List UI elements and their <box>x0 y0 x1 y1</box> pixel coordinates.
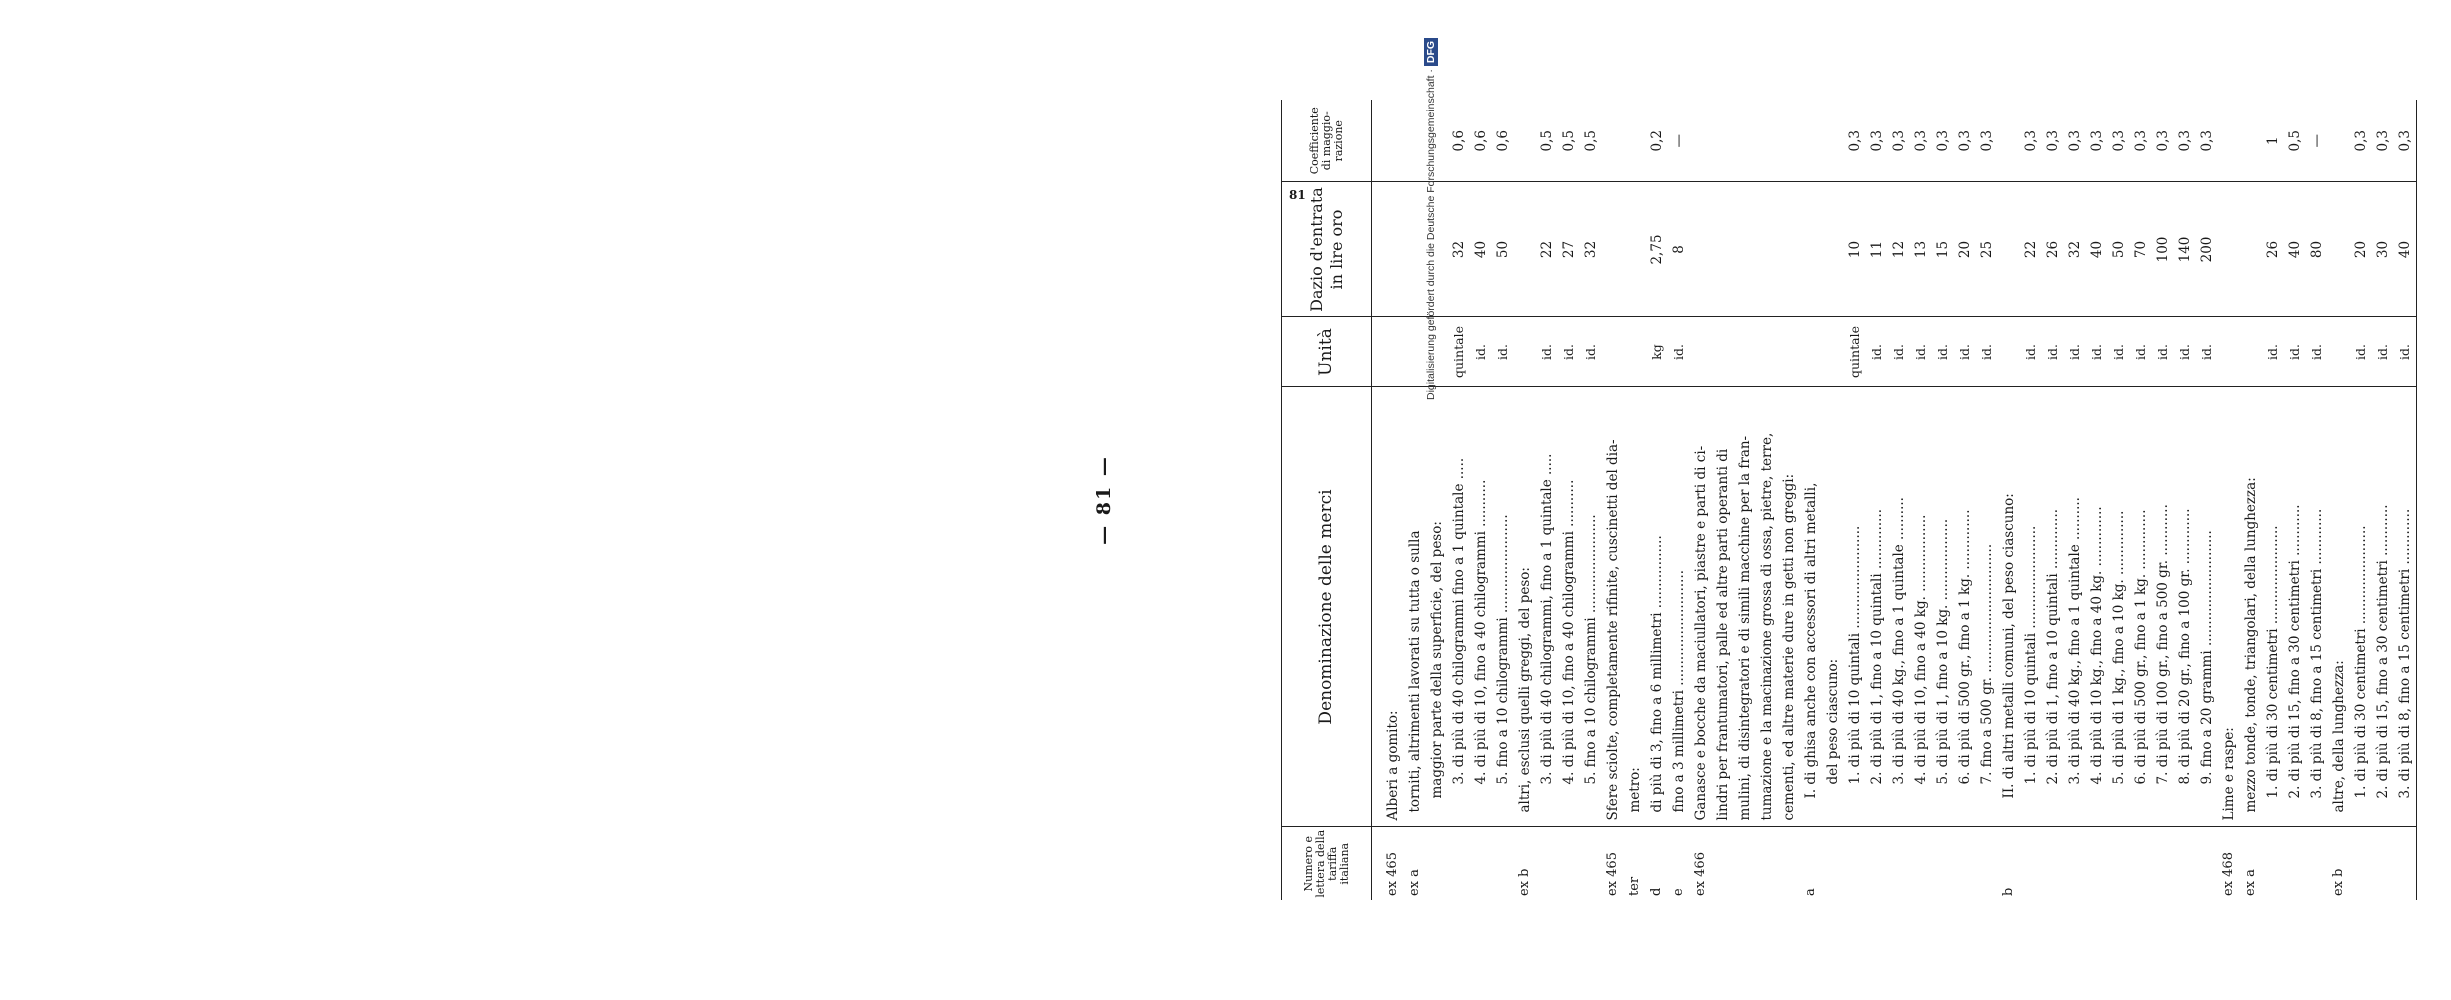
row-coefficient <box>1690 100 1712 182</box>
row-duty <box>2240 182 2262 317</box>
row-coefficient <box>1822 100 1844 182</box>
row-number <box>1756 827 1778 900</box>
table-row <box>1998 100 2020 900</box>
row-number <box>1734 827 1756 900</box>
row-duty <box>1998 182 2020 317</box>
row-number: ex 468 <box>2221 852 2236 896</box>
digitization-note <box>1398 16 1442 400</box>
row-unit: id. <box>2394 317 2417 387</box>
row-coefficient: 0,5 <box>1580 100 1602 182</box>
table-row <box>2306 100 2328 900</box>
row-description: 4. di più di 10, fino a 40 kg. .................. <box>1910 387 1932 827</box>
header-coefficiente: Coefficiente di maggio-razione <box>1282 100 1372 182</box>
table-row <box>2372 100 2394 900</box>
row-description: 3. di più di 8, fino a 15 centimetri ............. <box>2306 387 2328 827</box>
row-coefficient: 0,3 <box>1976 100 1998 182</box>
row-description: maggior parte della superficie, del peso: <box>1426 387 1448 827</box>
page-number: — 81 — <box>1093 455 1115 545</box>
table-row <box>2240 100 2262 900</box>
row-duty: 22 <box>2020 182 2042 317</box>
row-description: I. di ghisa anche con accessori di altri metalli, <box>1800 387 1822 827</box>
table-header-row <box>1282 100 1372 900</box>
row-duty: 20 <box>1954 182 1976 317</box>
row-number <box>1888 827 1910 900</box>
row-description: 3. di più di 40 kg., fino a 1 quintale .......... <box>1888 387 1910 827</box>
row-number <box>1536 827 1558 900</box>
table-row <box>1756 100 1778 900</box>
table-row <box>1558 100 1580 900</box>
row-number <box>2174 827 2196 900</box>
table-row <box>1954 100 1976 900</box>
row-unit: id. <box>2020 317 2042 387</box>
row-duty: 200 <box>2196 182 2218 317</box>
row-coefficient <box>1514 100 1536 182</box>
row-number: ex b <box>2331 868 2346 896</box>
row-unit: id. <box>1954 317 1976 387</box>
table-row <box>1602 100 1624 900</box>
row-number: a <box>1803 888 1818 896</box>
row-description: 8. di più di 20 gr., fino a 100 gr. ............. <box>2174 387 2196 827</box>
table-row <box>2284 100 2306 900</box>
row-unit <box>1372 317 1383 387</box>
row-duty: 32 <box>2064 182 2086 317</box>
row-duty <box>1734 182 1756 317</box>
table-row <box>1734 100 1756 900</box>
table-row <box>2394 100 2417 900</box>
row-number: b <box>2001 887 2016 896</box>
row-description: metro: <box>1624 387 1646 827</box>
row-duty: 10 <box>1844 182 1866 317</box>
row-description: cementi, ed altre materie dure in getti non greggi: <box>1778 387 1800 827</box>
row-number <box>2284 827 2306 900</box>
row-duty: 40 <box>2394 182 2417 317</box>
row-unit: id. <box>2086 317 2108 387</box>
row-number <box>1558 827 1580 900</box>
row-number <box>2262 827 2284 900</box>
table-row <box>1866 100 1888 900</box>
row-description: mezzo tonde, tonde, triangolari, della lunghezza: <box>2240 387 2262 827</box>
row-coefficient: 0,2 <box>1646 100 1668 182</box>
table-row <box>2174 100 2196 900</box>
row-unit: id. <box>2064 317 2086 387</box>
row-coefficient: 0,3 <box>2372 100 2394 182</box>
row-coefficient: 0,6 <box>1492 100 1514 182</box>
table-row <box>1492 100 1514 900</box>
table-row <box>1690 100 1712 900</box>
row-number: e <box>1671 888 1686 896</box>
row-description: 7. fino a 500 gr. .............................. <box>1976 387 1998 827</box>
row-unit: id. <box>2130 317 2152 387</box>
row-number <box>1712 827 1734 900</box>
row-description: 5. fino a 10 chilogrammi ....................... <box>1492 387 1514 827</box>
row-duty <box>1514 182 1536 317</box>
row-number <box>1372 827 1383 900</box>
table-row <box>1844 100 1866 900</box>
row-number <box>1492 827 1514 900</box>
row-unit <box>1778 317 1800 387</box>
rotated-page <box>1093 100 2451 900</box>
table-row <box>1822 100 1844 900</box>
row-unit: id. <box>1888 317 1910 387</box>
row-coefficient: 0,3 <box>2086 100 2108 182</box>
row-coefficient: 0,5 <box>1558 100 1580 182</box>
row-duty <box>2218 182 2240 317</box>
row-number <box>2042 827 2064 900</box>
row-number <box>2020 827 2042 900</box>
row-coefficient: 0,5 <box>1536 100 1558 182</box>
row-duty: 140 <box>2174 182 2196 317</box>
row-number <box>1954 827 1976 900</box>
row-number <box>1910 827 1932 900</box>
row-description: 3. di più di 40 chilogrammi fino a 1 quintale ..... <box>1448 387 1470 827</box>
row-coefficient: 0,3 <box>1910 100 1932 182</box>
row-description: fino a 3 millimetri ........................... <box>1668 387 1690 827</box>
row-description: mulini, di disintegratori e di simili macchine per la fran- <box>1734 387 1756 827</box>
row-description: Alberi a gomito: <box>1382 387 1404 827</box>
row-coefficient: 0,3 <box>1888 100 1910 182</box>
row-coefficient <box>2328 100 2350 182</box>
row-unit: id. <box>2152 317 2174 387</box>
row-coefficient: 0,3 <box>2152 100 2174 182</box>
row-unit: id. <box>2108 317 2130 387</box>
row-description: torniti, altrimenti lavorati su tutta o sulla <box>1404 387 1426 827</box>
row-description: 3. di più di 40 kg., fino a 1 quintale .......... <box>2064 387 2086 827</box>
table-row <box>2218 100 2240 900</box>
table-row <box>2086 100 2108 900</box>
row-duty: 25 <box>1976 182 1998 317</box>
row-description: II. di altri metalli comuni, del peso ciascuno: <box>1998 387 2020 827</box>
row-coefficient: 0,6 <box>1448 100 1470 182</box>
row-unit <box>1800 317 1822 387</box>
row-duty <box>1690 182 1712 317</box>
row-number <box>1470 827 1492 900</box>
row-duty: 15 <box>1932 182 1954 317</box>
row-description: 1. di più di 30 centimetri ....................... <box>2262 387 2284 827</box>
table-row <box>1910 100 1932 900</box>
row-duty <box>1822 182 1844 317</box>
header-dazio: Dazio d'entrata in lire oro <box>1282 182 1372 317</box>
table-row <box>2350 100 2372 900</box>
row-duty: 2,75 <box>1646 182 1668 317</box>
table-row <box>1932 100 1954 900</box>
row-duty: 26 <box>2262 182 2284 317</box>
row-description: 4. di più di 10, fino a 40 chilogrammi ........... <box>1558 387 1580 827</box>
row-number <box>2152 827 2174 900</box>
row-number: ex 466 <box>1693 852 1708 896</box>
row-duty: 32 <box>1448 182 1470 317</box>
row-coefficient: 1 <box>2262 100 2284 182</box>
row-number <box>1448 827 1470 900</box>
row-coefficient: 0,3 <box>2064 100 2086 182</box>
row-number: ex b <box>1517 868 1532 896</box>
row-unit: id. <box>2262 317 2284 387</box>
row-number: ex 465 <box>1385 852 1400 896</box>
row-number <box>2394 827 2417 900</box>
row-description: 4. di più di 10 kg., fino a 40 kg. .............. <box>2086 387 2108 827</box>
table-row <box>1514 100 1536 900</box>
row-number <box>1932 827 1954 900</box>
row-unit <box>2328 317 2350 387</box>
row-number <box>2196 827 2218 900</box>
row-coefficient: 0,3 <box>2174 100 2196 182</box>
table-body <box>1372 100 2417 900</box>
row-unit <box>1514 317 1536 387</box>
row-description: 5. fino a 10 chilogrammi ....................... <box>1580 387 1602 827</box>
row-number <box>1778 827 1800 900</box>
table-row <box>2020 100 2042 900</box>
row-coefficient: 0,5 <box>2284 100 2306 182</box>
row-description: 3. di più di 40 chilogrammi, fino a 1 quintale ..... <box>1536 387 1558 827</box>
row-description: 7. di più di 100 gr., fino a 500 gr. ............ <box>2152 387 2174 827</box>
row-description: 6. di più di 500 gr., fino a 1 kg. .............. <box>1954 387 1976 827</box>
row-duty: 11 <box>1866 182 1888 317</box>
row-number: ex a <box>2243 869 2258 896</box>
table-row <box>1624 100 1646 900</box>
row-number <box>2086 827 2108 900</box>
table-row <box>2328 100 2350 900</box>
row-number <box>1866 827 1888 900</box>
table-row <box>1800 100 1822 900</box>
row-unit: id. <box>1866 317 1888 387</box>
table-row <box>1536 100 1558 900</box>
row-duty: 50 <box>2108 182 2130 317</box>
table-row <box>2152 100 2174 900</box>
table-row <box>2130 100 2152 900</box>
row-number: ter <box>1627 876 1642 896</box>
row-duty: 70 <box>2130 182 2152 317</box>
row-coefficient: — <box>2306 100 2328 182</box>
table-row <box>1580 100 1602 900</box>
row-unit: kg <box>1646 317 1668 387</box>
row-description: Sfere sciolte, completamente rifinite, cuscinetti del dia- <box>1602 387 1624 827</box>
row-coefficient <box>1734 100 1756 182</box>
table-row <box>1372 100 1383 900</box>
row-number <box>1844 827 1866 900</box>
row-description: altre, della lunghezza: <box>2328 387 2350 827</box>
row-coefficient <box>1712 100 1734 182</box>
row-unit <box>1624 317 1646 387</box>
row-number <box>2306 827 2328 900</box>
row-description: 1. di più di 30 centimetri ....................... <box>2350 387 2372 827</box>
row-unit: id. <box>2174 317 2196 387</box>
table-row <box>1976 100 1998 900</box>
table-row <box>1470 100 1492 900</box>
row-unit: id. <box>2372 317 2394 387</box>
row-unit: id. <box>1536 317 1558 387</box>
row-coefficient <box>1602 100 1624 182</box>
row-unit <box>2240 317 2262 387</box>
row-number <box>2372 827 2394 900</box>
table-row <box>1888 100 1910 900</box>
row-duty <box>1712 182 1734 317</box>
row-coefficient: 0,3 <box>1844 100 1866 182</box>
row-coefficient <box>2240 100 2262 182</box>
row-description: 5. di più di 1 kg., fino a 10 kg. ............... <box>2108 387 2130 827</box>
row-number <box>1822 827 1844 900</box>
row-coefficient <box>1624 100 1646 182</box>
row-duty: 40 <box>1470 182 1492 317</box>
side-marker: 81 <box>1289 188 1306 202</box>
table-row <box>1712 100 1734 900</box>
row-coefficient: 0,3 <box>2042 100 2064 182</box>
row-unit: id. <box>1976 317 1998 387</box>
row-number <box>2350 827 2372 900</box>
table-row <box>2108 100 2130 900</box>
row-duty: 32 <box>1580 182 1602 317</box>
row-unit: id. <box>1492 317 1514 387</box>
row-unit <box>1822 317 1844 387</box>
row-description: 2. di più di 15, fino a 30 centimetri ............ <box>2372 387 2394 827</box>
row-coefficient <box>1778 100 1800 182</box>
row-description: 3. di più di 8, fino a 15 centimetri ............. <box>2394 387 2417 827</box>
row-number <box>2064 827 2086 900</box>
row-unit: id. <box>1558 317 1580 387</box>
row-unit: id. <box>2306 317 2328 387</box>
row-duty <box>1624 182 1646 317</box>
row-duty: 27 <box>1558 182 1580 317</box>
row-description: 2. di più di 1, fino a 10 quintali .............. <box>1866 387 1888 827</box>
row-unit <box>1602 317 1624 387</box>
row-unit <box>1734 317 1756 387</box>
row-duty: 20 <box>2350 182 2372 317</box>
row-unit: quintale <box>1844 317 1866 387</box>
row-coefficient: — <box>1668 100 1690 182</box>
row-unit: quintale <box>1448 317 1470 387</box>
row-duty: 40 <box>2086 182 2108 317</box>
row-coefficient: 0,3 <box>2130 100 2152 182</box>
row-coefficient: 0,3 <box>2196 100 2218 182</box>
row-number <box>1580 827 1602 900</box>
row-duty: 8 <box>1668 182 1690 317</box>
row-unit <box>1712 317 1734 387</box>
row-unit: id. <box>2196 317 2218 387</box>
row-duty: 40 <box>2284 182 2306 317</box>
row-duty <box>1800 182 1822 317</box>
row-coefficient: 0,3 <box>2020 100 2042 182</box>
row-description <box>1372 387 1383 827</box>
row-unit <box>2218 317 2240 387</box>
row-coefficient: 0,3 <box>2350 100 2372 182</box>
digitization-text: Digitalisierung gefördert durch die Deutsche Forschungsgemeinschaft · <box>1425 69 1437 400</box>
row-coefficient: 0,3 <box>1954 100 1976 182</box>
row-duty: 30 <box>2372 182 2394 317</box>
row-duty: 50 <box>1492 182 1514 317</box>
row-coefficient <box>2218 100 2240 182</box>
row-unit <box>1690 317 1712 387</box>
tariff-table <box>1281 100 2417 900</box>
row-description: Lime e raspe: <box>2218 387 2240 827</box>
row-unit: id. <box>1932 317 1954 387</box>
header-denominazione: Denominazione delle merci <box>1282 387 1372 827</box>
row-unit: id. <box>1580 317 1602 387</box>
row-unit: id. <box>2042 317 2064 387</box>
row-coefficient <box>1800 100 1822 182</box>
table-row <box>2042 100 2064 900</box>
row-description: altri, esclusi quelli greggi, del peso: <box>1514 387 1536 827</box>
row-description: 1. di più di 10 quintali ........................ <box>2020 387 2042 827</box>
row-unit <box>1998 317 2020 387</box>
row-number <box>1976 827 1998 900</box>
table-row <box>1646 100 1668 900</box>
row-duty: 100 <box>2152 182 2174 317</box>
row-description: Ganasce e bocche da maciullatori, piastre e parti di ci- <box>1690 387 1712 827</box>
row-description: 2. di più di 1, fino a 10 quintali .............. <box>2042 387 2064 827</box>
row-duty <box>1602 182 1624 317</box>
row-coefficient: 0,3 <box>2394 100 2417 182</box>
row-duty <box>1778 182 1800 317</box>
table-row <box>2196 100 2218 900</box>
row-duty <box>1372 182 1383 317</box>
row-description: 2. di più di 15, fino a 30 centimetri ............ <box>2284 387 2306 827</box>
dfg-logo-icon: DFG <box>1424 38 1438 66</box>
row-unit: id. <box>1470 317 1492 387</box>
table-row <box>1448 100 1470 900</box>
row-number <box>2130 827 2152 900</box>
row-duty: 13 <box>1910 182 1932 317</box>
row-unit: id. <box>1910 317 1932 387</box>
row-description: 6. di più di 500 gr., fino a 1 kg. .............. <box>2130 387 2152 827</box>
header-unita: Unità <box>1282 317 1372 387</box>
row-description: 1. di più di 10 quintali ........................ <box>1844 387 1866 827</box>
row-duty: 80 <box>2306 182 2328 317</box>
row-unit: id. <box>2350 317 2372 387</box>
table-row <box>2064 100 2086 900</box>
row-coefficient <box>1756 100 1778 182</box>
row-description: di più di 3, fino a 6 millimetri ................. <box>1646 387 1668 827</box>
row-coefficient: 0,3 <box>1866 100 1888 182</box>
row-duty: 26 <box>2042 182 2064 317</box>
row-duty: 12 <box>1888 182 1910 317</box>
row-description: lindri per frantumatori, palle ed altre parti operanti di <box>1712 387 1734 827</box>
header-numero: Numero e lettera della tariffa italiana <box>1282 827 1372 900</box>
row-description: tumazione e la macinazione grossa di ossa, pietre, terre, <box>1756 387 1778 827</box>
table-row <box>1778 100 1800 900</box>
row-description: 4. di più di 10, fino a 40 chilogrammi ........... <box>1470 387 1492 827</box>
row-unit <box>1756 317 1778 387</box>
row-number <box>2108 827 2130 900</box>
row-coefficient <box>1998 100 2020 182</box>
row-unit: id. <box>1668 317 1690 387</box>
row-number: ex a <box>1407 869 1422 896</box>
row-number: d <box>1649 887 1664 896</box>
row-description: del peso ciascuno: <box>1822 387 1844 827</box>
row-duty <box>1756 182 1778 317</box>
row-coefficient <box>1372 100 1383 182</box>
row-duty: 22 <box>1536 182 1558 317</box>
row-number <box>1426 827 1448 900</box>
table-row <box>1668 100 1690 900</box>
table-row <box>2262 100 2284 900</box>
row-coefficient: 0,3 <box>1932 100 1954 182</box>
row-coefficient: 0,6 <box>1470 100 1492 182</box>
row-unit: id. <box>2284 317 2306 387</box>
row-number: ex 465 <box>1605 852 1620 896</box>
row-coefficient: 0,3 <box>2108 100 2130 182</box>
row-description: 5. di più di 1, fino a 10 kg. ................... <box>1932 387 1954 827</box>
row-description: 9. fino a 20 grammi ........................... <box>2196 387 2218 827</box>
row-duty <box>2328 182 2350 317</box>
